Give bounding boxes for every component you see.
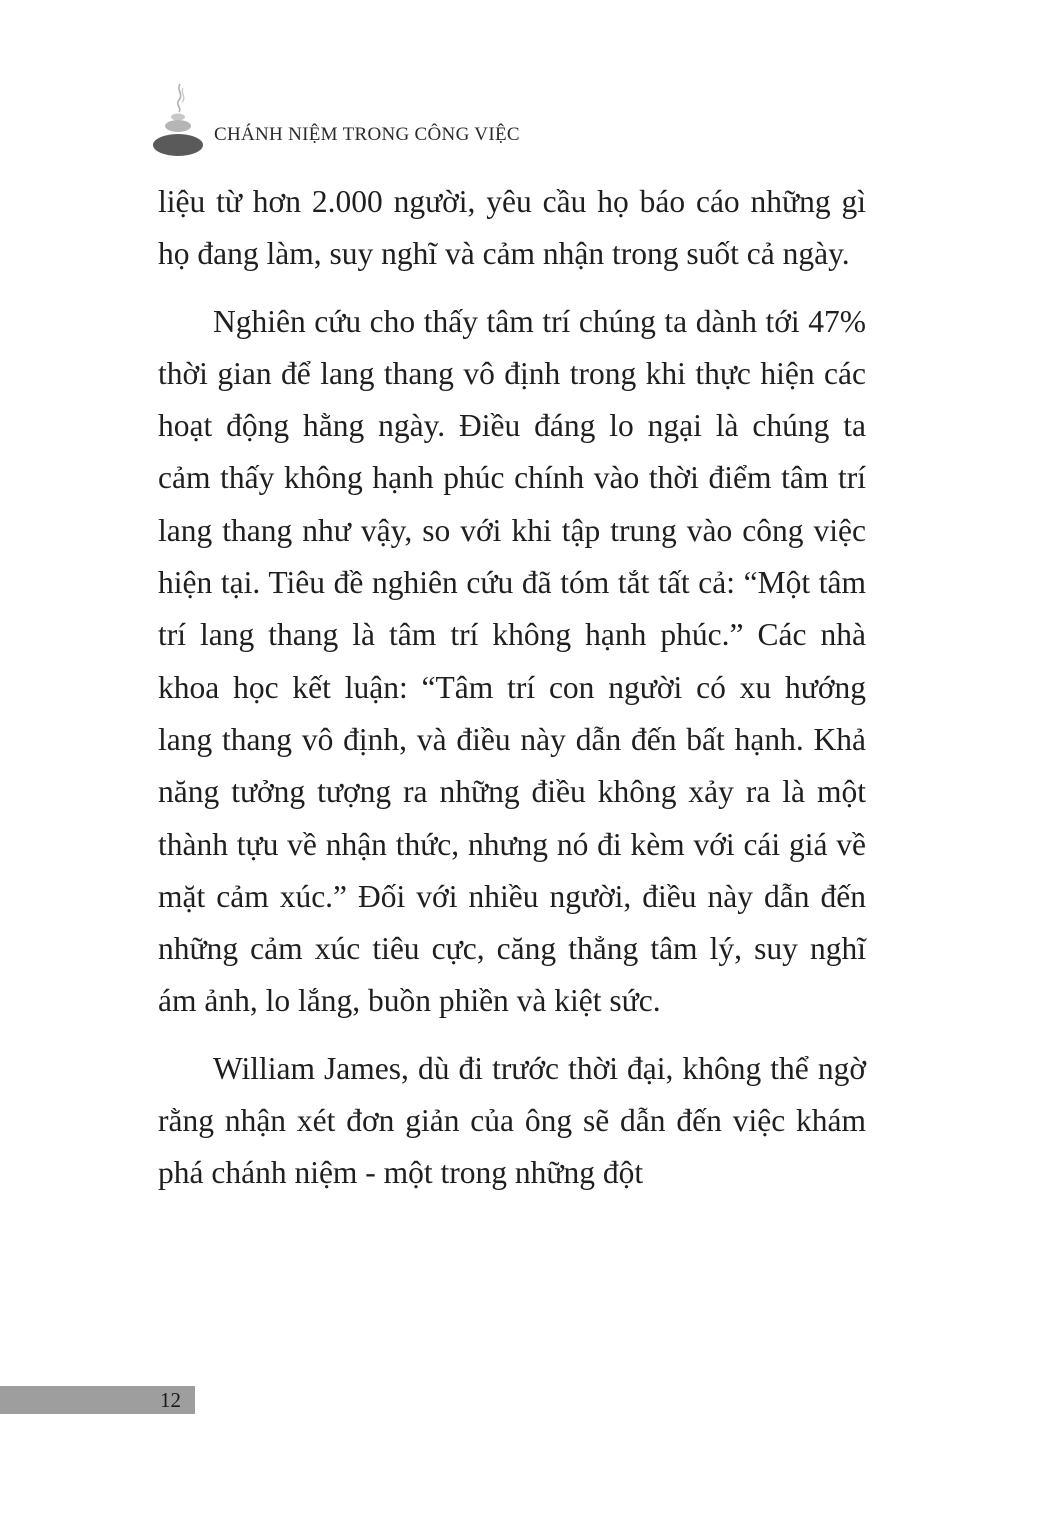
paragraph-2: Nghiên cứu cho thấy tâm trí chúng ta dành tới 47% thời gian để lang thang vô định trong khi thực hiện các hoạt động hằng ngày. Điều đáng lo ngại là chúng ta cảm thấy không hạnh phúc chính vào thời điểm tâm trí lang thang như vậy, so với khi tập trung vào công việc hiện tại. Tiêu đề nghiên cứu đã tóm tắt tất cả: “Một tâm trí lang thang là tâm trí không hạnh phúc.” Các nhà khoa học kết luận: “Tâm trí con người có xu hướng lang thang vô định, và điều này dẫn đến bất hạnh. Khả năng tưởng tượng ra những điều không xảy ra là một thành tựu về nhận thức, nhưng nó đi kèm với cái giá về mặt cảm xúc.” Đối với nhiều người, điều này dẫn đến những cảm xúc tiêu cực, căng thẳng tâm lý, suy nghĩ ám ảnh, lo lắng, buồn phiền và kiệt sức. — [158, 303, 866, 1019]
page-number-bar — [0, 1386, 195, 1414]
page-number: 12 — [160, 1388, 181, 1412]
stacked-stones-icon — [150, 82, 210, 162]
running-header — [150, 82, 650, 162]
body-text — [158, 176, 866, 1200]
paragraph-3: William James, dù đi trước thời đại, không thể ngờ rằng nhận xét đơn giản của ông sẽ dẫn đến việc khám phá chánh niệm - một trong những đột — [158, 1050, 866, 1191]
running-title: CHÁNH NIỆM TRONG CÔNG VIỆC — [214, 124, 520, 145]
paragraph-1: liệu từ hơn 2.000 người, yêu cầu họ báo cáo những gì họ đang làm, suy nghĩ và cảm nhận trong suốt cả ngày. — [158, 184, 866, 272]
